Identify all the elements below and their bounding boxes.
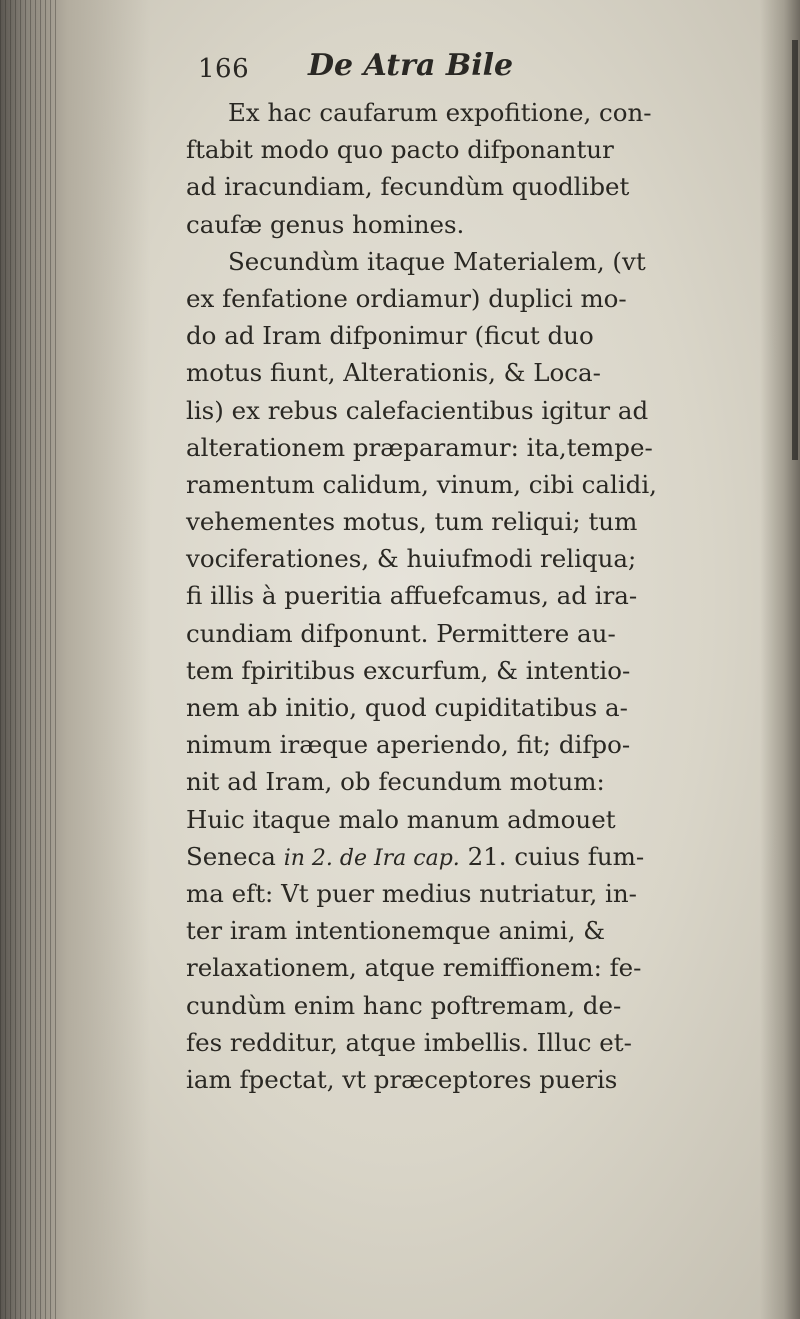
running-title: De Atra Bile [308, 48, 514, 83]
text-line: ramentum calidum, vinum, cibi calidi, [186, 469, 657, 499]
text-line: do ad Iram difponimur (ficut duo [186, 321, 594, 351]
text-line: vociferationes, & huiufmodi reliqua; [186, 544, 637, 574]
seneca-name: Seneca [186, 841, 284, 871]
text-line: ex fenfatione ordiamur) duplici mo- [186, 283, 627, 313]
text-line: lis) ex rebus calefacientibus igitur ad [186, 395, 649, 425]
text-line: tem fpiritibus excurfum, & intentio- [186, 655, 631, 685]
page-number: 166 [198, 54, 250, 84]
text-line: Ex hac caufarum expofitione, con- [228, 98, 652, 127]
text-line: alterationem præparamur: ita,tempe- [186, 432, 653, 462]
text-line: nimum iræque aperiendo, fit; difpo- [186, 730, 631, 760]
text-line: cundiam difponunt. Permittere au- [186, 618, 616, 648]
text-line: fi illis à pueritia affuefcamus, ad ira- [186, 581, 638, 611]
right-edge-mark [792, 40, 798, 460]
text-line: motus fiunt, Alterationis, & Loca- [186, 358, 601, 388]
text-line: nit ad Iram, ob fecundum motum: [186, 767, 605, 797]
text-line: Secundùm itaque Materialem, (vt [228, 246, 646, 276]
text-line: nem ab initio, quod cupiditatibus a- [186, 693, 628, 722]
citation-reference: in 2. de Ira cap. [283, 845, 460, 871]
seneca-reference-line [186, 838, 766, 875]
text-line: iam fpectat, vt præceptores pueris [186, 1064, 618, 1094]
text-line: ad iracundiam, fecundùm quodlibet [186, 172, 630, 202]
page-header [198, 48, 758, 92]
text-line: fes redditur, atque imbellis. Illuc et- [186, 1027, 632, 1057]
body-text [186, 94, 766, 1098]
binding-edge-texture [0, 0, 60, 1319]
text-line: ter iram intentionemque animi, & [186, 916, 606, 946]
text-line: vehementes motus, tum reliqui; tum [186, 507, 638, 537]
text-line: relaxationem, atque remiffionem: fe- [186, 953, 642, 983]
seneca-line-tail: 21. cuius fum- [459, 841, 645, 871]
text-line: caufæ genus homines. [186, 209, 465, 239]
text-line: Huic itaque malo manum admouet [186, 804, 616, 834]
text-line: cundùm enim hanc poftremam, de- [186, 990, 622, 1020]
text-line: ma eft: Vt puer medius nutriatur, in- [186, 878, 637, 908]
text-line: ftabit modo quo pacto difponantur [186, 135, 614, 165]
